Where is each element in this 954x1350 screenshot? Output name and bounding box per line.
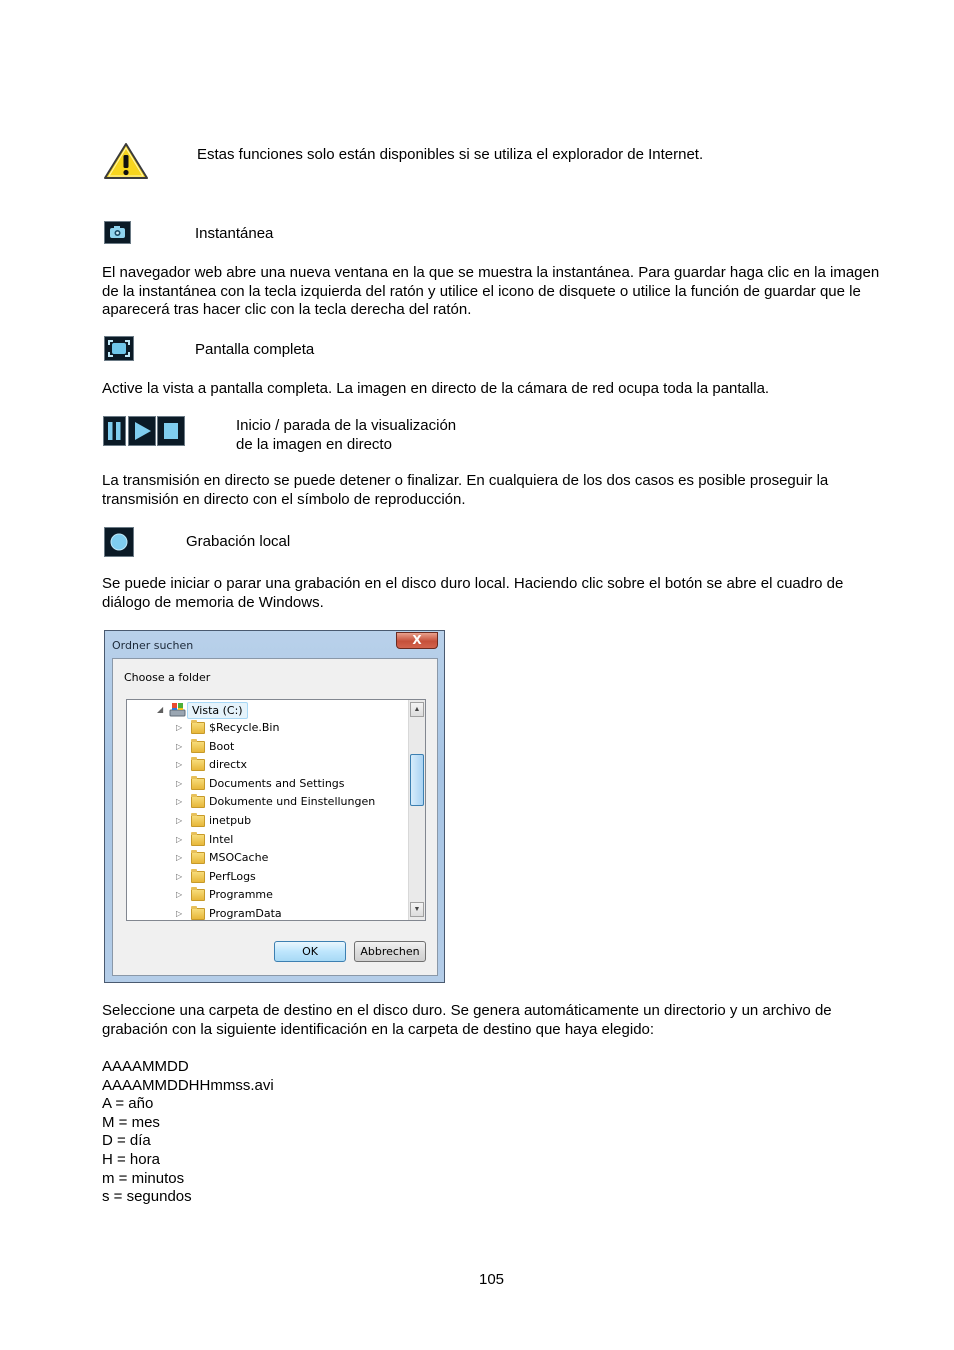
warning-text: Estas funciones solo están disponibles si se utiliza el explorador de Internet. <box>197 146 704 163</box>
format-line: AAAAMMDDHHmmss.avi <box>102 1076 274 1094</box>
folder-row[interactable] <box>127 831 407 849</box>
folder-row[interactable] <box>127 719 407 737</box>
pause-button-icon[interactable] <box>103 416 126 446</box>
playback-title-line2: de la imagen en directo <box>236 436 392 453</box>
play-button-icon[interactable] <box>128 416 156 446</box>
snapshot-body: El navegador web abre una nueva ventana en la que se muestra la instantánea. Para guardar haga clic en la imagen de la instantánea con la tecla izquierda del ratón y utilice el icono de disquete o utilice la función de guardar que le aparecerá tras hacer clic con la tecla derecha del ratón. <box>102 264 880 319</box>
folder-label: Boot <box>209 739 235 753</box>
format-line: m = minutos <box>102 1169 185 1187</box>
folder-icon <box>191 889 205 901</box>
folder-row[interactable] <box>127 886 407 904</box>
expand-arrow-icon[interactable]: ▷ <box>176 760 183 770</box>
dialog-label: Choose a folder <box>124 671 211 684</box>
folder-label: ProgramData <box>209 907 282 920</box>
folder-row[interactable] <box>127 738 407 756</box>
folder-icon <box>191 722 205 734</box>
folder-icon <box>191 871 205 883</box>
folder-icon <box>191 759 205 771</box>
expand-arrow-icon[interactable]: ▷ <box>176 741 183 751</box>
folder-row[interactable] <box>127 756 407 774</box>
folder-tree[interactable] <box>126 699 426 921</box>
drive-icon <box>169 702 186 718</box>
folder-row[interactable] <box>127 849 407 867</box>
tree-root[interactable] <box>127 701 407 719</box>
filename-format-list <box>102 1058 274 1207</box>
scroll-thumb[interactable] <box>410 754 424 806</box>
folder-row[interactable] <box>127 868 407 886</box>
folder-row[interactable] <box>127 905 407 921</box>
fullscreen-icon[interactable] <box>104 336 134 361</box>
scroll-up-icon[interactable]: ▲ <box>410 702 424 717</box>
cancel-button[interactable]: Abbrechen <box>354 941 426 962</box>
format-line: H = hora <box>102 1150 160 1168</box>
folder-row[interactable] <box>127 775 407 793</box>
folder-icon <box>191 908 205 920</box>
playback-title-line1: Inicio / parada de la visualización <box>236 417 457 434</box>
fullscreen-body: Active la vista a pantalla completa. La imagen en directo de la cámara de red ocupa toda la pantalla. <box>102 380 770 397</box>
stop-button-icon[interactable] <box>157 416 185 446</box>
destination-body: Seleccione una carpeta de destino en el disco duro. Se genera automáticamente un directorio y un archivo de grabación con la siguiente identificación en la carpeta de destino que haya elegido: <box>102 1002 832 1038</box>
format-line: M = mes <box>102 1113 160 1131</box>
record-icon[interactable] <box>104 527 134 557</box>
folder-icon <box>191 834 205 846</box>
folder-label: Programme <box>209 888 273 902</box>
dialog-title: Ordner suchen <box>112 639 194 652</box>
warning-icon <box>103 142 149 180</box>
folder-label: MSOCache <box>209 851 269 865</box>
expand-arrow-icon[interactable]: ▷ <box>176 909 183 918</box>
expand-arrow-icon[interactable]: ▷ <box>176 853 183 863</box>
scroll-down-icon[interactable]: ▼ <box>410 902 424 917</box>
playback-body: La transmisión en directo se puede detener o finalizar. En cualquiera de los dos casos es posible proseguir la transmisión en directo con el símbolo de reproducción. <box>102 472 829 508</box>
collapse-arrow-icon[interactable]: ◢ <box>157 705 164 714</box>
folder-label: inetpub <box>209 814 252 827</box>
folder-label: PerfLogs <box>209 869 256 883</box>
ok-button[interactable]: OK <box>274 941 346 962</box>
recording-body: Se puede iniciar o parar una grabación en el disco duro local. Haciendo clic sobre el botón se abre el cuadro de diálogo de memoria de Windows. <box>102 575 844 611</box>
dialog-body <box>112 658 438 976</box>
tree-scrollbar[interactable] <box>408 700 425 920</box>
expand-arrow-icon[interactable]: ▷ <box>176 797 183 807</box>
page-number: 105 <box>479 1271 505 1288</box>
recording-title: Grabación local <box>186 533 291 550</box>
expand-arrow-icon[interactable]: ▷ <box>176 816 183 825</box>
expand-arrow-icon[interactable]: ▷ <box>176 871 183 881</box>
format-line: A = año <box>102 1095 154 1113</box>
folder-icon <box>191 815 205 827</box>
camera-icon[interactable] <box>104 221 131 244</box>
folder-label: $Recycle.Bin <box>209 721 280 734</box>
tree-root-label: Vista (C:) <box>187 702 248 719</box>
expand-arrow-icon[interactable]: ▷ <box>176 890 183 900</box>
format-line: D = día <box>102 1132 151 1150</box>
expand-arrow-icon[interactable]: ▷ <box>176 834 183 844</box>
folder-icon <box>191 796 205 808</box>
folder-dialog <box>104 630 445 983</box>
folder-row[interactable] <box>127 812 407 830</box>
snapshot-title: Instantánea <box>195 225 274 242</box>
format-line: AAAAMMDD <box>102 1058 189 1075</box>
format-line: s = segundos <box>102 1188 192 1206</box>
expand-arrow-icon[interactable]: ▷ <box>176 723 183 732</box>
folder-label: Dokumente und Einstellungen <box>209 795 376 809</box>
folder-row[interactable] <box>127 793 407 811</box>
folder-icon <box>191 778 205 790</box>
folder-icon <box>191 741 205 753</box>
dialog-close-button[interactable]: X <box>396 632 438 649</box>
folder-label: Documents and Settings <box>209 776 345 790</box>
fullscreen-title: Pantalla completa <box>195 341 315 358</box>
expand-arrow-icon[interactable]: ▷ <box>176 778 183 788</box>
folder-icon <box>191 852 205 864</box>
folder-label: directx <box>209 758 247 772</box>
folder-label: Intel <box>209 832 234 846</box>
